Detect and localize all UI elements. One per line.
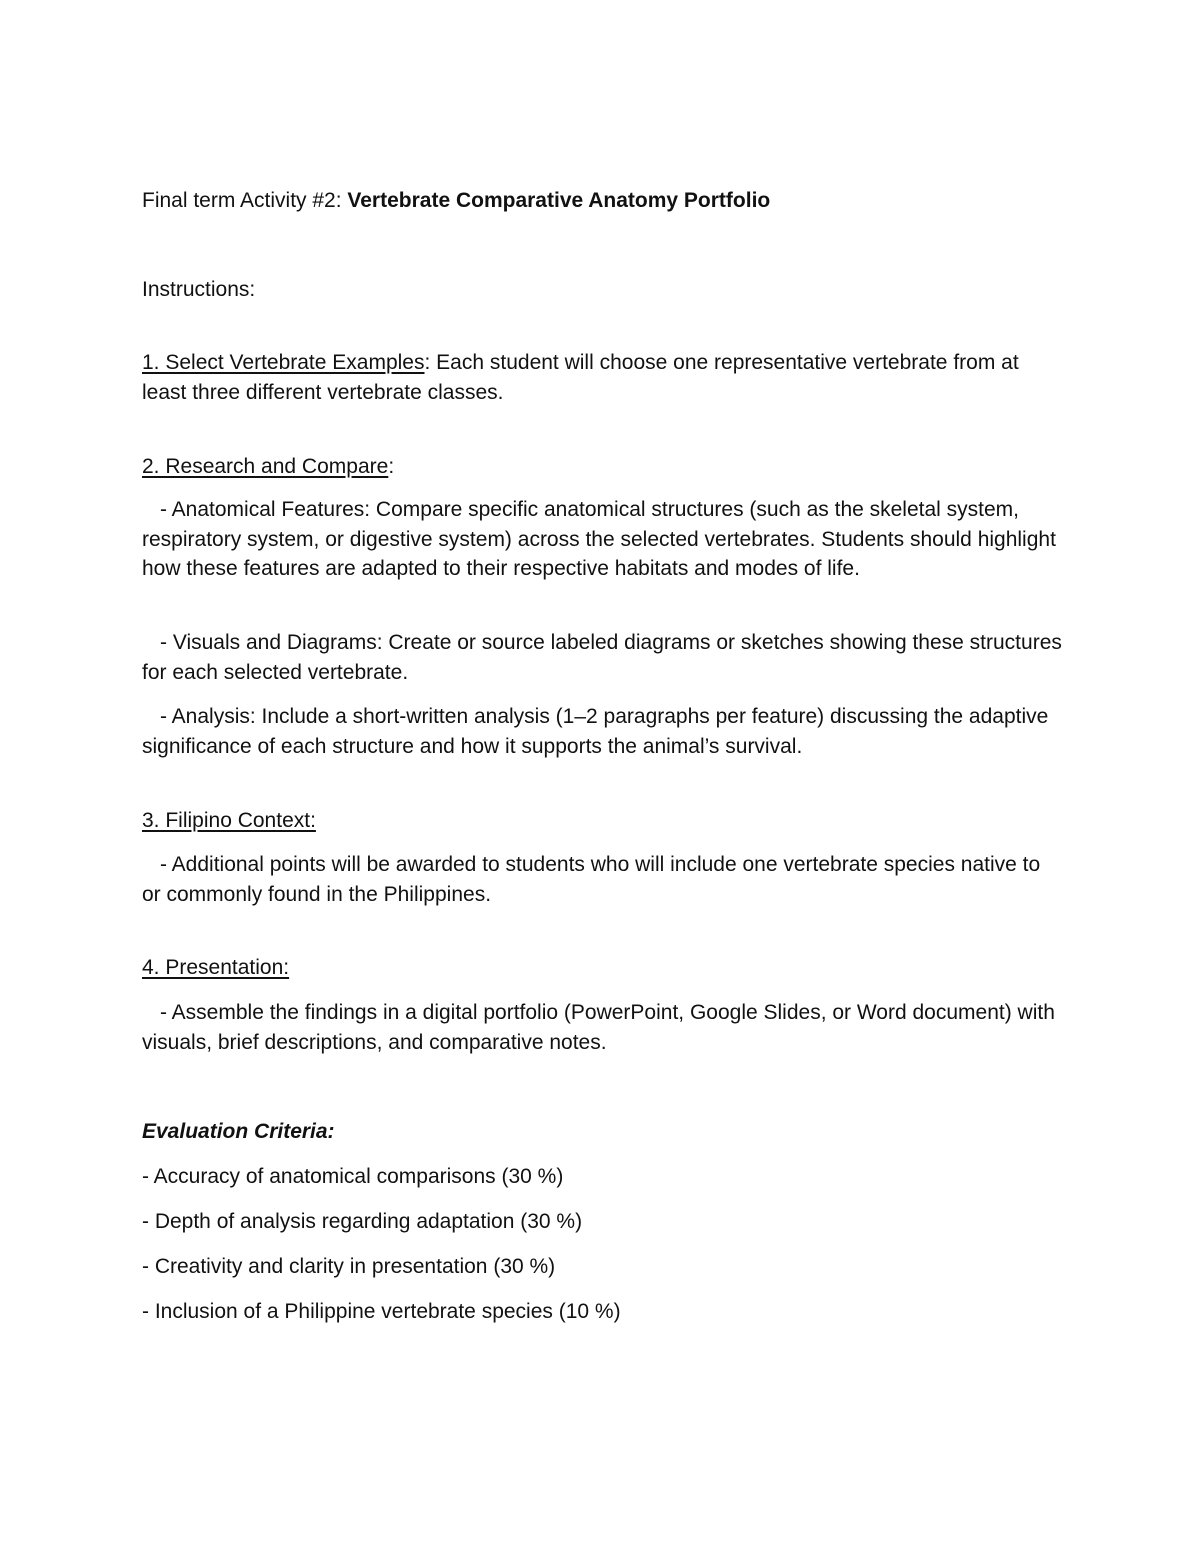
criteria-item: - Accuracy of anatomical comparisons (30 %) [142, 1165, 564, 1188]
section-3-heading: 3. Filipino Context: [142, 809, 316, 832]
criteria-item: - Depth of analysis regarding adaptation (30 %) [142, 1210, 583, 1233]
section-2-heading: 2. Research and Compare [142, 455, 389, 478]
section-1-colon: : [424, 351, 431, 374]
title-prefix: Final term Activity #2: [142, 189, 348, 212]
section-2-item: - Anatomical Features: Compare specific anatomical structures (such as the skeletal system, respiratory system, or digestive system) across the selected vertebrates. Students should highlight how these features are adapted to their respective habitats and modes of life. [142, 498, 1056, 580]
section-1-heading: 1. Select Vertebrate Examples [142, 351, 425, 374]
section-4-heading: 4. Presentation: [142, 956, 290, 979]
section-2-colon: : [388, 455, 395, 478]
title-bold: Vertebrate Comparative Anatomy Portfolio [347, 189, 771, 212]
section-1 [142, 348, 1062, 407]
section-2-heading-line [142, 452, 1062, 482]
section-1-text: Each student will choose one representative vertebrate from at least three different vertebrate classes. [142, 351, 1019, 404]
evaluation-heading: Evaluation Criteria: [142, 1120, 335, 1143]
criteria-item: - Creativity and clarity in presentation (30 %) [142, 1255, 556, 1278]
section-3-item: - Additional points will be awarded to students who will include one vertebrate species native to or commonly found in the Philippines. [142, 853, 1041, 906]
section-2-item: - Analysis: Include a short-written analysis (1–2 paragraphs per feature) discussing the adaptive significance of each structure and how it supports the animal’s survival. [142, 705, 1049, 758]
instructions-label: Instructions: [142, 278, 256, 301]
section-4-item: - Assemble the findings in a digital portfolio (PowerPoint, Google Slides, or Word document) with visuals, brief descriptions, and comparative notes. [142, 1001, 1055, 1054]
criteria-item: - Inclusion of a Philippine vertebrate species (10 %) [142, 1300, 621, 1323]
document-title [142, 186, 770, 216]
section-2-item: - Visuals and Diagrams: Create or source labeled diagrams or sketches showing these structures for each selected vertebrate. [142, 631, 1062, 684]
